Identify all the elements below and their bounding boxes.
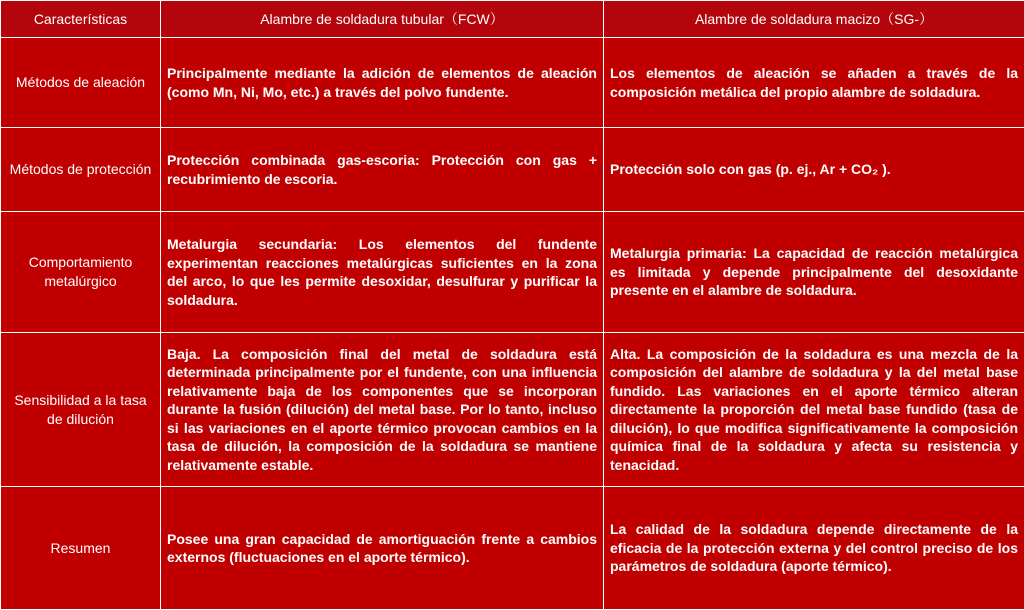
sg-cell: Protección solo con gas (p. ej., Ar + CO₂ ).: [604, 128, 1024, 212]
sg-cell: Los elementos de aleación se añaden a través de la composición metálica del propio alambre de soldadura.: [604, 38, 1024, 128]
fcw-cell: Metalurgia secundaria: Los elementos del fundente experimentan reacciones metalúrgicas suficientes en la zona del arco, lo que les permite desoxidar, desulfurar y purificar la soldadura.: [161, 212, 604, 333]
row-label: Métodos de protección: [1, 128, 161, 212]
table-row: [1, 38, 1024, 128]
header-fcw: Alambre de soldadura tubular（FCW）: [161, 1, 604, 38]
table-row: [1, 128, 1024, 212]
sg-cell: Metalurgia primaria: La capacidad de reacción metalúrgica es limitada y depende principalmente del desoxidante presente en el alambre de soldadura.: [604, 212, 1024, 333]
fcw-cell: Principalmente mediante la adición de elementos de aleación (como Mn, Ni, Mo, etc.) a través del polvo fundente.: [161, 38, 604, 128]
table-row: [1, 212, 1024, 333]
table-row: [1, 333, 1024, 487]
fcw-cell: Posee una gran capacidad de amortiguación frente a cambios externos (fluctuaciones en el aporte térmico).: [161, 487, 604, 610]
header-caracteristicas: Características: [1, 1, 161, 38]
row-label: Métodos de aleación: [1, 38, 161, 128]
row-label: Sensibilidad a la tasa de dilución: [1, 333, 161, 487]
fcw-cell: Protección combinada gas-escoria: Protección con gas + recubrimiento de escoria.: [161, 128, 604, 212]
header-sg: Alambre de soldadura macizo（SG-）: [604, 1, 1024, 38]
header-row: [1, 1, 1024, 38]
row-label: Comportamiento metalúrgico: [1, 212, 161, 333]
table-row: [1, 487, 1024, 610]
sg-cell: Alta. La composición de la soldadura es una mezcla de la composición del alambre de soldadura y la del metal base fundido. Las variaciones en el aporte térmico alteran directamente la proporción del metal base fundido (tasa de dilución), lo que modifica significativamente la composición química final de la soldadura y afecta su resistencia y tenacidad.: [604, 333, 1024, 487]
sg-cell: La calidad de la soldadura depende directamente de la eficacia de la protección externa y del control preciso de los parámetros de soldadura (aporte térmico).: [604, 487, 1024, 610]
fcw-cell: Baja. La composición final del metal de soldadura está determinada principalmente por el fundente, con una influencia relativamente baja de los componentes que se incorporan durante la fusión (dilución) del metal base. Por lo tanto, incluso si las variaciones en el aporte térmico provocan cambios en la tasa de dilución, la composición de la soldadura se mantiene relativamente estable.: [161, 333, 604, 487]
row-label: Resumen: [1, 487, 161, 610]
